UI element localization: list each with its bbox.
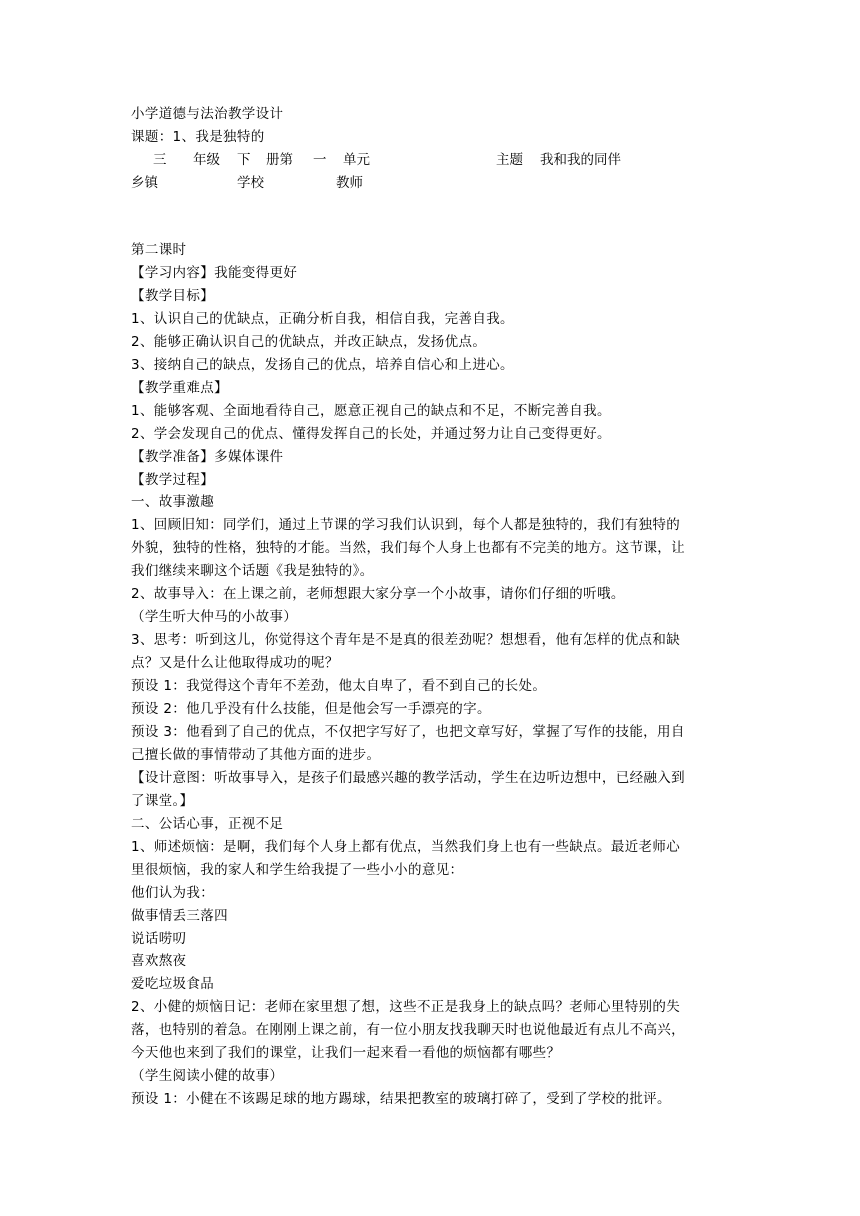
text-line: 【设计意图：听故事导入，是孩子们最感兴趣的教学活动，学生在边听边想中，已经融入到 (131, 769, 685, 786)
town-label: 乡镇 (131, 175, 158, 191)
text-line: 他们认为我： (131, 884, 215, 901)
unit-label: 单元 (343, 152, 370, 168)
text-line: 点？又是什么让他取得成功的呢？ (131, 655, 339, 672)
text-line: 【教学准备】多媒体课件 (131, 448, 284, 465)
text-line: 爱吃垃圾食品 (131, 976, 215, 993)
text-line: 2、小健的烦恼日记：老师在家里想了想，这些不正是我身上的缺点吗？老师心里特别的失 (131, 999, 681, 1016)
grade-label: 年级 (193, 152, 220, 168)
text-line: 1、认识自己的优缺点，正确分析自我，相信自我，完善自我。 (131, 310, 514, 327)
unit-value: 一 (313, 152, 327, 168)
text-line: 2、能够正确认识自己的优缺点，并改正缺点，发扬优点。 (131, 333, 487, 350)
text-line: 做事情丢三落四 (131, 907, 228, 924)
text-line: 3、思考：听到这儿，你觉得这个青年是不是真的很差劲呢？想想看，他有怎样的优点和缺 (131, 632, 681, 649)
text-line: 预设 1：小健在不该踢足球的地方踢球，结果把教室的玻璃打碎了，受到了学校的批评。 (131, 1091, 671, 1108)
text-line: 一、故事激趣 (131, 494, 215, 511)
text-line: （学生听大仲马的小故事） (131, 609, 298, 626)
text-line: 里很烦恼，我的家人和学生给我提了一些小小的意见： (131, 861, 464, 878)
theme-value: 我和我的同伴 (540, 152, 621, 168)
text-line: 说话唠叨 (131, 930, 187, 947)
text-line: 【教学重难点】 (131, 379, 228, 396)
text-line: 预设 2：他几乎没有什么技能，但是他会写一手漂亮的字。 (131, 701, 491, 717)
volume-label: 册第 (266, 152, 293, 168)
text-line: 第二课时 (131, 242, 187, 258)
text-line: 我们继续来聊这个话题《我是独特的》。 (131, 563, 374, 580)
text-line: 2、故事导入：在上课之前，老师想跟大家分享一个小故事，请你们仔细的听哦。 (131, 586, 625, 603)
text-line: 【教学目标】 (131, 287, 215, 304)
text-line: 落，也特别的着急。在刚刚上课之前，有一位小朋友找我聊天时也说他最近有点儿不高兴， (131, 1022, 685, 1039)
text-line: 己擅长做的事情带动了其他方面的进步。 (131, 746, 381, 763)
text-line: 今天他也来到了我们的课堂，让我们一起来看一看他的烦恼都有哪些？ (131, 1045, 561, 1062)
text-line: 1、能够客观、全面地看待自己，愿意正视自己的缺点和不足，不断完善自我。 (131, 402, 611, 419)
school-label: 学校 (237, 175, 264, 191)
text-line: 喜欢熬夜 (131, 953, 187, 970)
lesson-subject: 课题：1、我是独特的 (131, 129, 265, 145)
theme-label: 主题 (496, 152, 523, 168)
text-line: （学生阅读小健的故事） (131, 1068, 284, 1085)
text-line: 二、公话心事，正视不足 (131, 815, 284, 832)
document-title: 小学道德与法治教学设计 (131, 106, 284, 122)
teacher-label: 教师 (336, 175, 363, 191)
text-line: 【教学过程】 (131, 471, 215, 488)
text-line: 3、接纳自己的缺点，发扬自己的优点，培养自信心和上进心。 (131, 356, 514, 373)
text-line: 预设 3：他看到了自己的优点，不仅把字写好了，也把文章写好，掌握了写作的技能，用自 (131, 724, 685, 740)
volume-value: 下 (237, 152, 251, 168)
text-line: 预设 1：我觉得这个青年不差劲，他太自卑了，看不到自己的长处。 (131, 678, 547, 694)
text-line: 外貌，独特的性格，独特的才能。当然，我们每个人身上也都有不完美的地方。这节课，让 (131, 540, 685, 557)
text-line: 1、回顾旧知：同学们，通过上节课的学习我们认识到，每个人都是独特的，我们有独特的 (131, 517, 681, 534)
text-line: 【学习内容】我能变得更好 (131, 264, 298, 281)
text-line: 了课堂。】 (131, 792, 194, 809)
text-line: 1、师述烦恼：是啊，我们每个人身上都有优点，当然我们身上也有一些缺点。最近老师心 (131, 838, 681, 855)
text-line: 2、学会发现自己的优点、懂得发挥自己的长处，并通过努力让自己变得更好。 (131, 425, 611, 442)
grade-value: 三 (153, 152, 167, 168)
